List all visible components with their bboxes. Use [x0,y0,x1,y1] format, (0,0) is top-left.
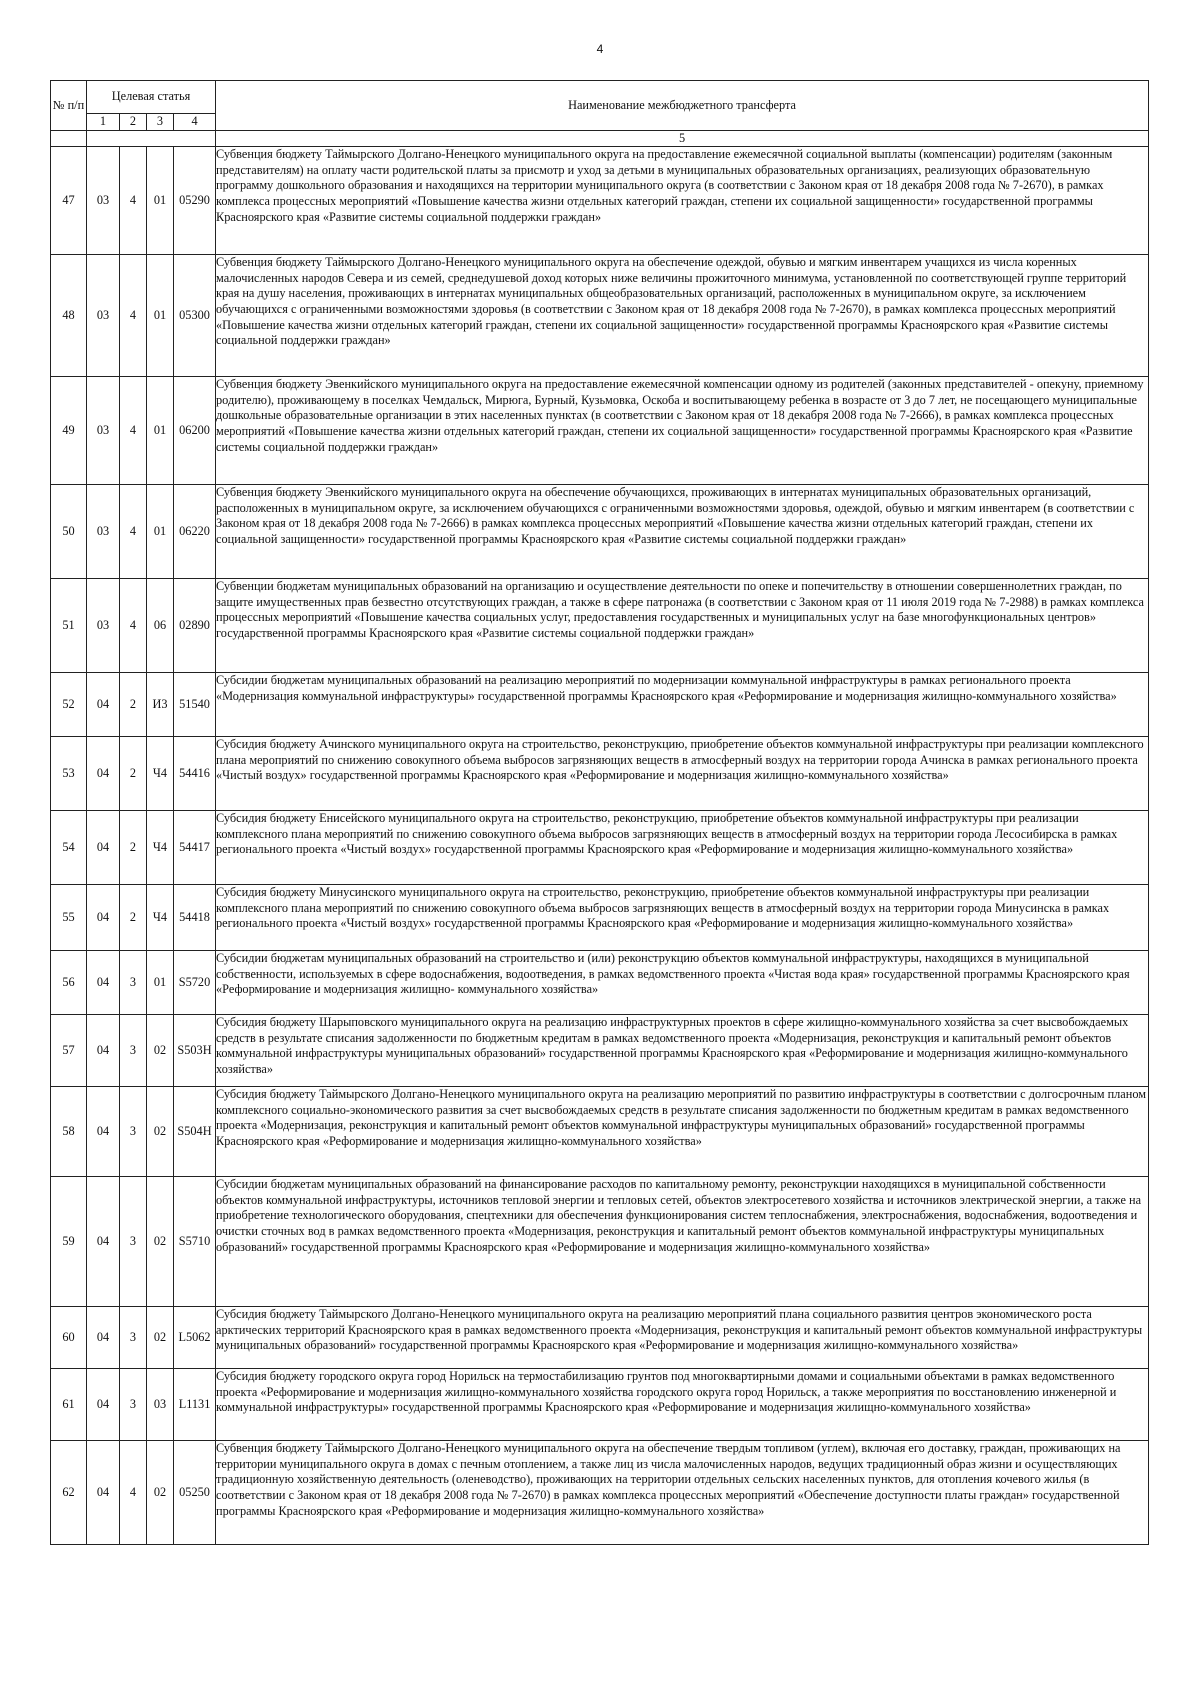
transfer-description: Субсидия бюджету Енисейского муниципального округа на строительство, реконструкцию, приобретение объектов коммунальной инфраструктуры при реализации комплексного плана мероприятий по снижению совокупного объема выбросов загрязняющих веществ в атмосферный воздух на территории города Лесосибирска в рамках регионального проекта «Чистый воздух» государственной программы Красноярского края «Реформирование и модернизация жилищно-коммунального хозяйства» [216,811,1149,885]
code-3: Ч4 [147,885,174,951]
row-number: 55 [51,885,87,951]
row-number: 52 [51,673,87,737]
code-4: 06220 [174,485,216,579]
table-row [51,579,1149,673]
code-2: 4 [120,377,147,485]
table-row [51,1015,1149,1087]
code-1: 04 [87,811,120,885]
transfer-description: Субсидии бюджетам муниципальных образований на реализацию мероприятий по модернизации коммунальной инфраструктуры в рамках регионального проекта «Модернизация коммунальной инфраструктуры» государственной программы Красноярского края «Реформирование и модернизация жилищно-коммунального хозяйства» [216,673,1149,737]
table-row [51,255,1149,377]
code-2: 4 [120,1441,147,1545]
code-1: 03 [87,579,120,673]
code-2: 4 [120,255,147,377]
transfers-table [50,80,1149,1545]
transfer-description: Субсидия бюджету Ачинского муниципального округа на строительство, реконструкцию, приобретение объектов коммунальной инфраструктуры при реализации комплексного плана мероприятий по снижению совокупного объема выбросов загрязняющих веществ в атмосферный воздух на территории города Ачинска в рамках регионального проекта «Чистый воздух» государственной программы Красноярского края «Реформирование и модернизация жилищно-коммунального хозяйства» [216,737,1149,811]
transfer-description: Субсидия бюджету Таймырского Долгано-Ненецкого муниципального округа на реализацию мероприятий по развитию инфраструктуры в соответствии с долгосрочным планом комплексного социально-экономического развития за счет высвобождаемых средств в результате списания задолженности по бюджетным кредитам в рамках ведомственного проекта «Модернизация, реконструкция и капитальный ремонт объектов коммунальной инфраструктуры муниципальных образований» государственной программы Красноярского края «Реформирование и модернизация жилищно-коммунального хозяйства» [216,1087,1149,1177]
transfer-description: Субвенция бюджету Эвенкийского муниципального округа на предоставление ежемесячной компенсации одному из родителей (законных представителей - опекуну, приемному родителю), проживающему в поселках Чемдальск, Мирюга, Бурный, Кузьмовка, Оскоба и воспитывающему ребенка в возрасте от 3 до 7 лет, не посещающего муниципальные дошкольные образовательные организации в этих населенных пунктах (в соответствии с Законом края от 18 декабря 2008 года № 7-2666), в рамках комплекса процессных мероприятий «Повышение качества жизни отдельных категорий граждан, степени их социальной защищенности» государственной программы Красноярского края «Развитие системы социальной поддержки граждан» [216,377,1149,485]
code-4: 02890 [174,579,216,673]
table-row [51,951,1149,1015]
table-row [51,1307,1149,1369]
code-2: 3 [120,951,147,1015]
code-1: 03 [87,485,120,579]
code-4: 51540 [174,673,216,737]
header-sub-3: 3 [147,114,174,131]
code-1: 04 [87,1015,120,1087]
header-sub-2: 2 [120,114,147,131]
code-3: 01 [147,951,174,1015]
transfer-description: Субсидии бюджетам муниципальных образований на строительство и (или) реконструкцию объектов коммунальной инфраструктуры, находящихся в муниципальной собственности, используемых в сфере водоснабжения, водоотведения, в рамках ведомственного проекта «Чистая вода края» государственной программы Красноярского края «Реформирование и модернизация жилищно- коммунального хозяйства» [216,951,1149,1015]
code-1: 04 [87,951,120,1015]
code-3: 01 [147,485,174,579]
code-1: 04 [87,1441,120,1545]
transfer-description: Субсидии бюджетам муниципальных образований на финансирование расходов по капитальному ремонту, реконструкции находящихся в муниципальной собственности объектов коммунальной инфраструктуры, источников тепловой энергии и тепловых сетей, объектов электросетевого хозяйства и источников электрической энергии, а также на приобретение технологического оборудования, спецтехники для обеспечения функционирования систем теплоснабжения, электроснабжения, водоснабжения, водоотведения и очистки сточных вод в рамках ведомственного проекта «Модернизация, реконструкция и капитальный ремонт объектов коммунальной инфраструктуры муниципальных образований» государственной программы Красноярского края «Реформирование и модернизация жилищно-коммунального хозяйства» [216,1177,1149,1307]
code-2: 3 [120,1087,147,1177]
transfer-description: Субсидия бюджету Таймырского Долгано-Ненецкого муниципального округа на реализацию мероприятий плана социального развития центров экономического роста арктических территорий Красноярского края в рамках ведомственного проекта «Модернизация, реконструкция и капитальный ремонт объектов коммунальной инфраструктуры муниципальных образований» государственной программы Красноярского края «Реформирование и модернизация жилищно-коммунального хозяйства» [216,1307,1149,1369]
row-number: 60 [51,1307,87,1369]
code-2: 3 [120,1177,147,1307]
code-2: 2 [120,811,147,885]
code-2: 2 [120,885,147,951]
code-3: 02 [147,1087,174,1177]
table-row [51,673,1149,737]
transfer-description: Субвенция бюджету Таймырского Долгано-Ненецкого муниципального округа на предоставление ежемесячной социальной выплаты (компенсации) родителям (законным представителям) на оплату части родительской платы за присмотр и уход за детьми в муниципальных образовательных организациях, реализующих образовательную программу дошкольного образования и находящихся на территории муниципального округа (в соответствии с Законом края от 18 декабря 2008 года № 7-2670), в рамках комплекса процессных мероприятий «Повышение качества жизни отдельных категорий граждан, степени их социальной защищенности» государственной программы Красноярского края «Развитие системы социальной поддержки граждан» [216,147,1149,255]
transfer-description: Субвенция бюджету Таймырского Долгано-Ненецкого муниципального округа на обеспечение твердым топливом (углем), включая его доставку, граждан, проживающих на территории муниципального округа в домах с печным отоплением, а также лиц из числа малочисленных народов, ведущих традиционный образ жизни и осуществляющих традиционную хозяйственную деятельность (оленеводство), проживающих на территории отдельных сельских населенных пунктов, для отопления кочевого жилья (в соответствии с Законом края от 18 декабря 2008 года № 7-2670) в рамках комплекса процессных мероприятий «Обеспечение доступности платы граждан» государственной программы Красноярского края «Реформирование и модернизация жилищно-коммунального хозяйства» [216,1441,1149,1545]
header-num: № п/п [51,81,87,131]
code-1: 03 [87,147,120,255]
code-1: 04 [87,673,120,737]
code-4: 05250 [174,1441,216,1545]
code-4: S5720 [174,951,216,1015]
table-row [51,377,1149,485]
table-body [51,147,1149,1545]
row-number: 53 [51,737,87,811]
code-2: 2 [120,673,147,737]
table-row [51,811,1149,885]
row-number: 47 [51,147,87,255]
code-3: 02 [147,1441,174,1545]
code-4: L5062 [174,1307,216,1369]
code-3: 06 [147,579,174,673]
transfer-description: Субсидия бюджету Минусинского муниципального округа на строительство, реконструкцию, приобретение объектов коммунальной инфраструктуры при реализации комплексного плана мероприятий по снижению совокупного объема выбросов загрязняющих веществ в атмосферный воздух на территории города Минусинска в рамках регионального проекта «Чистый воздух» государственной программы Красноярского края «Реформирование и модернизация жилищно-коммунального хозяйства» [216,885,1149,951]
header-sub-5: 5 [216,130,1149,147]
header-sub-1: 1 [87,114,120,131]
code-1: 04 [87,1307,120,1369]
code-2: 3 [120,1369,147,1441]
table-row [51,1087,1149,1177]
code-4: S504Н [174,1087,216,1177]
code-2: 3 [120,1307,147,1369]
header-target-article: Целевая статья [87,81,216,114]
header-sub-4: 4 [174,114,216,131]
code-1: 04 [87,1087,120,1177]
row-number: 62 [51,1441,87,1545]
transfer-description: Субвенция бюджету Эвенкийского муниципального округа на обеспечение обучающихся, проживающих в интернатах муниципальных образовательных организаций, расположенных в муниципальном округе, за исключением обучающихся с ограниченными возможностями здоровья, одеждой, обувью и мягким инвентарем (в соответствии с Законом края от 18 декабря 2008 года № 7-2666) в рамках комплекса процессных мероприятий «Повышение качества жизни отдельных категорий граждан, степени их социальной защищенности» государственной программы Красноярского края «Развитие системы социальной поддержки граждан» [216,485,1149,579]
code-2: 2 [120,737,147,811]
code-4: 54416 [174,737,216,811]
code-2: 4 [120,579,147,673]
code-4: L1131 [174,1369,216,1441]
code-1: 03 [87,255,120,377]
row-number: 48 [51,255,87,377]
table-row [51,1177,1149,1307]
code-3: 02 [147,1015,174,1087]
table-row [51,147,1149,255]
code-3: 01 [147,147,174,255]
code-4: S503Н [174,1015,216,1087]
header-transfer-name: Наименование межбюджетного трансферта [216,81,1149,131]
code-1: 04 [87,737,120,811]
code-3: 02 [147,1307,174,1369]
code-3: И3 [147,673,174,737]
code-1: 03 [87,377,120,485]
table-row [51,885,1149,951]
code-2: 4 [120,485,147,579]
code-4: 06200 [174,377,216,485]
table-row [51,737,1149,811]
row-number: 54 [51,811,87,885]
code-4: 54417 [174,811,216,885]
header-blank [51,130,87,147]
code-2: 3 [120,1015,147,1087]
table-row [51,485,1149,579]
code-4: 05290 [174,147,216,255]
code-4: 54418 [174,885,216,951]
transfer-description: Субвенция бюджету Таймырского Долгано-Ненецкого муниципального округа на обеспечение одеждой, обувью и мягким инвентарем учащихся из числа коренных малочисленных народов Севера и из семей, среднедушевой доход которых ниже величины прожиточного минимума, установленной по соответствующей группе территорий края на душу населения, проживающих в интернатах муниципальных общеобразовательных организаций, расположенных в муниципальном округе, за исключением обучающихся с ограниченными возможностями здоровья (в соответствии с Законом края от 18 декабря 2008 года № 7-2670), в рамках комплекса процессных мероприятий «Повышение качества жизни отдельных категорий граждан, степени их социальной защищенности» государственной программы Красноярского края «Развитие системы социальной поддержки граждан» [216,255,1149,377]
row-number: 58 [51,1087,87,1177]
code-1: 04 [87,1369,120,1441]
transfer-description: Субсидия бюджету городского округа город Норильск на термостабилизацию грунтов под многоквартирными домами и социальными объектами в рамках ведомственного проекта «Реформирование и модернизация жилищно-коммунального хозяйства городского округа город Норильск, а также мероприятия по восстановлению инженерной и коммунальной инфраструктуры» государственной программы Красноярского края «Реформирование и модернизация жилищно-коммунального хозяйства» [216,1369,1149,1441]
code-3: 01 [147,255,174,377]
table-row [51,1369,1149,1441]
row-number: 56 [51,951,87,1015]
code-3: 02 [147,1177,174,1307]
code-3: 03 [147,1369,174,1441]
row-number: 49 [51,377,87,485]
row-number: 59 [51,1177,87,1307]
code-4: S5710 [174,1177,216,1307]
page-number: 4 [596,42,604,56]
row-number: 51 [51,579,87,673]
row-number: 50 [51,485,87,579]
code-1: 04 [87,1177,120,1307]
transfer-description: Субвенции бюджетам муниципальных образований на организацию и осуществление деятельности по опеке и попечительству в отношении совершеннолетних граждан, по защите имущественных прав безвестно отсутствующих граждан, а также в сфере патронажа (в соответствии с Законом края от 11 июля 2019 года № 7-2988) в рамках комплекса процессных мероприятий «Повышение качества социальных услуг, предоставления государственных и муниципальных услуг на базе многофункциональных центров» государственной программы Красноярского края «Развитие системы социальной поддержки граждан» [216,579,1149,673]
row-number: 57 [51,1015,87,1087]
code-4: 05300 [174,255,216,377]
code-3: Ч4 [147,737,174,811]
transfer-description: Субсидия бюджету Шарыповского муниципального округа на реализацию инфраструктурных проектов в сфере жилищно-коммунального хозяйства за счет высвобождаемых средств в результате списания задолженности по бюджетным кредитам в рамках ведомственного проекта «Модернизация, реконструкция и капитальный ремонт объектов коммунальной инфраструктуры муниципальных образований» государственной программы Красноярского края «Реформирование и модернизация жилищно-коммунального хозяйства» [216,1015,1149,1087]
code-3: 01 [147,377,174,485]
code-1: 04 [87,885,120,951]
row-number: 61 [51,1369,87,1441]
table-row [51,1441,1149,1545]
code-2: 4 [120,147,147,255]
code-3: Ч4 [147,811,174,885]
header-blank-span [87,130,216,147]
